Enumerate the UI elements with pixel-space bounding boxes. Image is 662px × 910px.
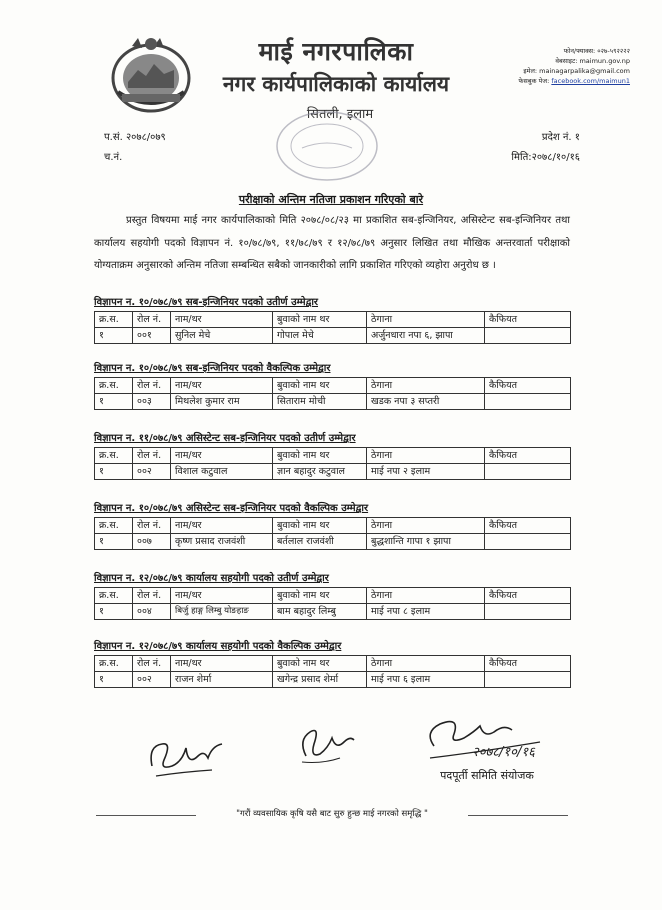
header-cell: ठेगाना xyxy=(367,312,485,328)
body-text: प्रस्तुत विषयमा माई नगर कार्यपालिकाको मिति २०७८/०८/२३ मा प्रकाशित सब-इन्जिनियर, असिस्टेन्ट सब-इन्जिनियर तथा कार्यालय सहयोगी पदको विज्ञापन नं. १०/७८/७९, ११/७८/७९ र १२/७८/७९ अनुसार लिखित तथा मौखिक अन्तरवार्ता परीक्षाको योग्यताक्रम अनुसारको अन्तिम नतिजा सम्बन्धित सबैको जानकारीको लागि प्रकाशित गरिएको व्यहोरा अनुरोध छ । xyxy=(94,215,570,272)
header-cell: कैफियत xyxy=(485,656,571,672)
header-cell: नाम/थर xyxy=(171,656,273,672)
table-header-row xyxy=(95,448,571,464)
header-cell: रोल नं. xyxy=(133,448,171,464)
header-cell: कैफियत xyxy=(485,378,571,394)
contact-block xyxy=(470,46,630,86)
signature-1 xyxy=(142,726,232,786)
slogan-rule-left xyxy=(96,815,196,816)
serial-cell: १ xyxy=(95,328,133,344)
table-header-row xyxy=(95,518,571,534)
header-cell: नाम/थर xyxy=(171,312,273,328)
signature-2 xyxy=(292,720,362,770)
serial-cell: १ xyxy=(95,464,133,480)
header-cell: ठेगाना xyxy=(367,518,485,534)
result-section-3 xyxy=(94,430,570,480)
contact-website: वेबसाइट: maimun.gov.np xyxy=(555,57,630,65)
table-header-row xyxy=(95,312,571,328)
letter-number: प.सं. २०७८/०७९ xyxy=(104,132,166,143)
section-title: विज्ञापन न. १०/०७८/७९ सब-इन्जिनियर पदको उतीर्ण उम्मेद्वार xyxy=(94,297,319,308)
roll-cell: ००३ xyxy=(133,394,171,410)
header-cell: ठेगाना xyxy=(367,378,485,394)
result-section-2 xyxy=(94,360,570,410)
remarks-cell xyxy=(485,464,571,480)
address-cell: अर्जुनधारा नपा ६, झापा xyxy=(367,328,485,344)
address-cell: माई नपा ८ इलाम xyxy=(367,604,485,620)
signature-date: २०७८/१०/१६ xyxy=(472,745,535,760)
address-cell: माई नपा २ इलाम xyxy=(367,464,485,480)
header-cell: बुवाको नाम थर xyxy=(273,312,367,328)
result-table xyxy=(94,655,571,688)
result-section-6 xyxy=(94,638,570,688)
header-cell: कैफियत xyxy=(485,448,571,464)
header-cell: रोल नं. xyxy=(133,518,171,534)
father-name-cell: बाम बहादुर लिम्बु xyxy=(273,604,367,620)
header-cell: रोल नं. xyxy=(133,378,171,394)
letter-subject: परीक्षाको अन्तिम नतिजा प्रकाशन गरिएको बारे xyxy=(238,193,424,206)
header-cell: नाम/थर xyxy=(171,378,273,394)
header-cell: क्र.स. xyxy=(95,312,133,328)
header-cell: नाम/थर xyxy=(171,448,273,464)
result-section-1 xyxy=(94,294,570,344)
father-name-cell: गोपाल मेचे xyxy=(273,328,367,344)
result-section-4 xyxy=(94,500,570,550)
name-cell: मिथलेश कुमार राम xyxy=(171,394,273,410)
table-row xyxy=(95,464,571,480)
father-name-cell: ज्ञान बहादुर कटुवाल xyxy=(273,464,367,480)
government-emblem-icon xyxy=(108,30,194,116)
table-row xyxy=(95,394,571,410)
org-title: माई नगरपालिका xyxy=(258,37,414,66)
name-cell: राजन शेर्मा xyxy=(171,672,273,688)
office-stamp xyxy=(272,108,382,184)
reference-left xyxy=(104,128,166,168)
header-cell: कैफियत xyxy=(485,588,571,604)
reference-right xyxy=(470,128,580,168)
father-name-cell: बर्तलाल राजवंशी xyxy=(273,534,367,550)
header-cell: बुवाको नाम थर xyxy=(273,518,367,534)
section-title: विज्ञापन न. ११/०७८/७९ असिस्टेन्ट सब-इन्जिनियर पदको उतीर्ण उम्मेद्वार xyxy=(94,433,356,444)
address-cell: खडक नपा ३ सप्तरी xyxy=(367,394,485,410)
remarks-cell xyxy=(485,672,571,688)
father-name-cell: खगेन्द्र प्रसाद शेर्मा xyxy=(273,672,367,688)
header-cell: ठेगाना xyxy=(367,656,485,672)
address-cell: माई नपा ६ इलाम xyxy=(367,672,485,688)
roll-cell: ००१ xyxy=(133,328,171,344)
result-table xyxy=(94,587,571,620)
contact-email: इमेल: mainagarpalika@gmail.com xyxy=(523,67,630,75)
header-cell: बुवाको नाम थर xyxy=(273,448,367,464)
header-cell: बुवाको नाम थर xyxy=(273,588,367,604)
remarks-cell xyxy=(485,534,571,550)
table-header-row xyxy=(95,588,571,604)
contact-facebook xyxy=(470,76,630,86)
letter-body xyxy=(94,210,570,278)
facebook-label: फेसबुक पेज: xyxy=(518,77,550,85)
header-cell: रोल नं. xyxy=(133,656,171,672)
province: प्रदेश नं. १ xyxy=(541,132,580,143)
header-cell: कैफियत xyxy=(485,312,571,328)
serial-cell: १ xyxy=(95,534,133,550)
father-name-cell: सिताराम मोची xyxy=(273,394,367,410)
serial-cell: १ xyxy=(95,672,133,688)
result-section-5 xyxy=(94,570,570,620)
table-row xyxy=(95,328,571,344)
section-title: विज्ञापन न. १०/०७८/७९ असिस्टेन्ट सब-इन्जिनियर पदको वैकल्पिक उम्मेद्वार xyxy=(94,503,369,514)
header-cell: क्र.स. xyxy=(95,378,133,394)
slogan-text: "गरौं व्यवसायिक कृषि यसै बाट सुरु हुन्छ माई नगरको समृद्धि " xyxy=(196,808,468,819)
table-header-row xyxy=(95,378,571,394)
serial-cell: १ xyxy=(95,604,133,620)
name-cell: कृष्ण प्रसाद राजवंशी xyxy=(171,534,273,550)
header-cell: क्र.स. xyxy=(95,656,133,672)
committee-designation: पदपूर्ती समिति संयोजक xyxy=(440,769,534,782)
header-cell: नाम/थर xyxy=(171,588,273,604)
dispatch-number: च.नं. xyxy=(104,152,123,163)
result-table xyxy=(94,447,571,480)
result-table xyxy=(94,377,571,410)
section-title: विज्ञापन न. १२/०७८/७९ कार्यालय सहयोगी पदको वैकल्पिक उम्मेद्वार xyxy=(94,641,342,652)
header-cell: कैफियत xyxy=(485,518,571,534)
header-cell: बुवाको नाम थर xyxy=(273,656,367,672)
name-cell: सुनिल मेचे xyxy=(171,328,273,344)
header-cell: रोल नं. xyxy=(133,588,171,604)
table-row xyxy=(95,604,571,620)
header-cell: नाम/थर xyxy=(171,518,273,534)
address-cell: बुद्धशान्ति गापा १ झापा xyxy=(367,534,485,550)
roll-cell: ००४ xyxy=(133,604,171,620)
table-row xyxy=(95,672,571,688)
header-cell: रोल नं. xyxy=(133,312,171,328)
name-cell: विशाल कटुवाल xyxy=(171,464,273,480)
header-cell: ठेगाना xyxy=(367,448,485,464)
office-title: नगर कार्यपालिकाको कार्यालय xyxy=(222,71,450,96)
name-cell: बिर्जु हाङ्ग लिम्बु योङहाङ xyxy=(171,604,273,620)
letter-date: मिति:२०७८/१०/१६ xyxy=(511,152,580,163)
roll-cell: ००७ xyxy=(133,534,171,550)
contact-phone: फोन/फ्याक्स: ०२७-५९२२२२ xyxy=(563,47,630,55)
office-address: सितली, इलाम xyxy=(306,107,374,122)
result-table xyxy=(94,517,571,550)
signature-3 xyxy=(420,712,560,766)
roll-cell: ००२ xyxy=(133,464,171,480)
remarks-cell xyxy=(485,394,571,410)
table-row xyxy=(95,534,571,550)
header-cell: क्र.स. xyxy=(95,518,133,534)
serial-cell: १ xyxy=(95,394,133,410)
header-cell: बुवाको नाम थर xyxy=(273,378,367,394)
result-table xyxy=(94,311,571,344)
header-cell: क्र.स. xyxy=(95,448,133,464)
footer-slogan xyxy=(96,808,568,822)
roll-cell: ००२ xyxy=(133,672,171,688)
header-cell: क्र.स. xyxy=(95,588,133,604)
header-cell: ठेगाना xyxy=(367,588,485,604)
remarks-cell xyxy=(485,328,571,344)
facebook-link[interactable]: facebook.com/maimun1 xyxy=(551,77,630,85)
section-title: विज्ञापन न. १०/०७८/७९ सब-इन्जिनियर पदको वैकल्पिक उम्मेद्वार xyxy=(94,363,331,374)
slogan-rule-right xyxy=(468,815,568,816)
table-header-row xyxy=(95,656,571,672)
remarks-cell xyxy=(485,604,571,620)
section-title: विज्ञापन न. १२/०७८/७९ कार्यालय सहयोगी पदको उतीर्ण उम्मेद्वार xyxy=(94,573,329,584)
